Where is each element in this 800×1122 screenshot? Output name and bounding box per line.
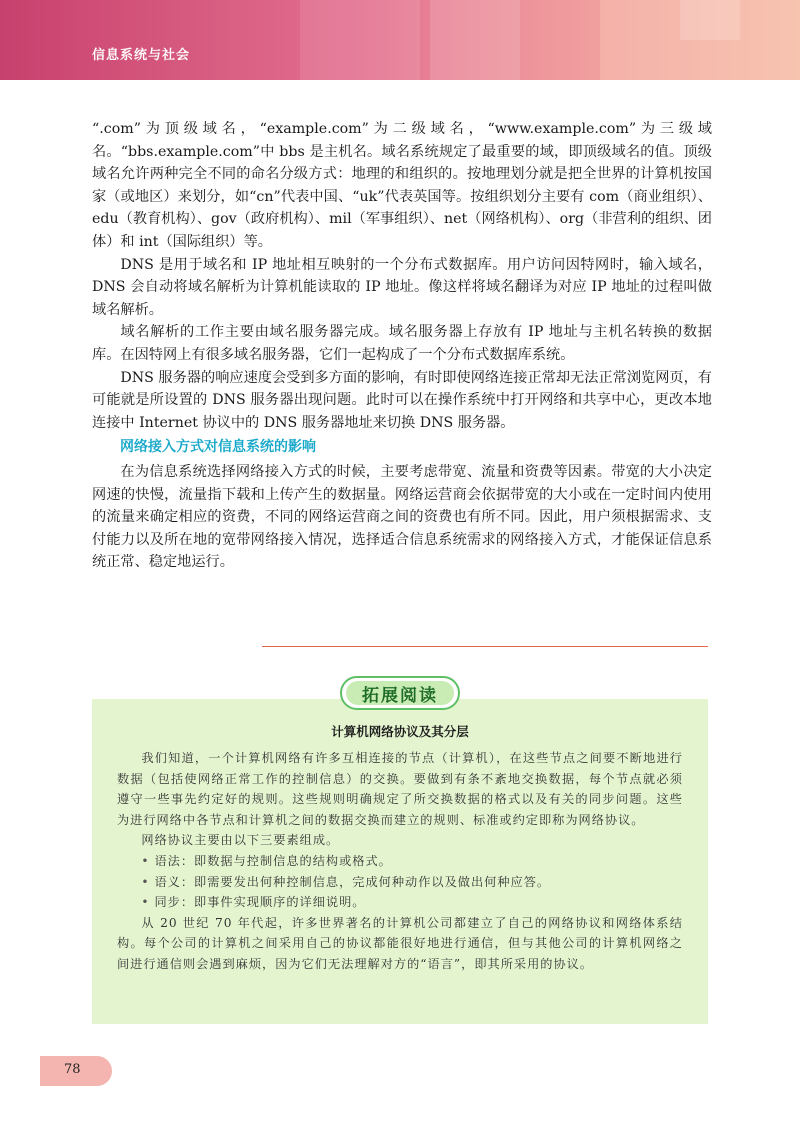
- reading-bullet-list: [117, 851, 683, 913]
- extended-reading-badge: [340, 676, 460, 710]
- bullet-text: 语义：即需要发出何种控制信息，完成何种动作以及做出何种应答。: [154, 874, 551, 889]
- body-paragraph: DNS 是用于域名和 IP 地址相互映射的一个分布式数据库。用户访问因特网时，输入域名，DNS 会自动将域名解析为计算机能读取的 IP 地址。像这样将域名翻译为对应 IP 地址的过程叫做域名解析。: [92, 256, 712, 318]
- bullet-text: 同步：即事件实现顺序的详细说明。: [154, 895, 366, 910]
- list-item: [117, 851, 683, 872]
- reading-paragraph: 我们知道，一个计算机网络有许多互相连接的节点（计算机），在这些节点之间要不断地进行数据（包括使网络正常工作的控制信息）的交换。要做到有条不紊地交换数据，每个节点就必须遵守一些事先约定好的规则。这些规则明确规定了所交换数据的格式以及有关的同步问题。这些为进行网络中各节点和计算机之间的数据交换而建立的规则、标准或约定即称为网络协议。: [117, 751, 683, 827]
- list-item: [117, 872, 683, 893]
- body-paragraph: DNS 服务器的响应速度会受到多方面的影响，有时即使网络连接正常却无法正常浏览网页，有可能就是所设置的 DNS 服务器出现问题。此时可以在操作系统中打开网络和共享中心，更改本地连接中 Internet 协议中的 DNS 服务器地址来切换 DNS 服务器。: [92, 369, 712, 431]
- page-header-band: [0, 0, 800, 80]
- running-header-title: 信息系统与社会: [92, 48, 191, 63]
- main-body-text: [92, 118, 712, 574]
- section-divider: [262, 646, 708, 647]
- reading-title: 计算机网络协议及其分层: [331, 724, 469, 739]
- bullet-icon: •: [141, 895, 155, 910]
- header-decor-block: [300, 0, 420, 80]
- reading-text: [117, 748, 683, 975]
- reading-paragraph: 从 20 世纪 70 年代起，许多世界著名的计算机公司都建立了自己的网络协议和网络体系结构。每个公司的计算机之间采用自己的协议都能很好地进行通信，但与其他公司的计算机网络之间进行通信则会遇到麻烦，因为它们无法理解对方的“语言”，即其所采用的协议。: [117, 915, 683, 971]
- badge-label: 拓展阅读: [346, 681, 454, 705]
- reading-paragraph: 网络协议主要由以下三要素组成。: [141, 833, 340, 848]
- page-number: 78: [64, 1062, 81, 1077]
- section-paragraph: 在为信息系统选择网络接入方式的时候，主要考虑带宽、流量和资费等因素。带宽的大小决定网速的快慢，流量指下载和上传产生的数据量。网络运营商会依据带宽的大小或在一定时间内使用的流量来确定相应的资费，不同的网络运营商之间的资费也有所不同。因此，用户须根据需求、支付能力以及所在地的宽带网络接入情况，选择适合信息系统需求的网络接入方式，才能保证信息系统正常、稳定地运行。: [92, 463, 712, 571]
- body-paragraph: 域名解析的工作主要由域名服务器完成。域名服务器上存放有 IP 地址与主机名转换的数据库。在因特网上有很多域名服务器，它们一起构成了一个分布式数据库系统。: [92, 324, 712, 363]
- bullet-text: 语法：即数据与控制信息的结构或格式。: [154, 853, 392, 868]
- header-decor-block: [430, 0, 520, 80]
- body-paragraph: “.com”为顶级域名，“example.com”为二级域名，“www.example.com”为三级域名。“bbs.example.com”中 bbs 是主机名。域名系统规定了最重要的域，即顶级域名的值。顶级域名允许两种完全不同的命名分级方式：地理的和组织的。按地理划分就是把全世界的计算机按国家（或地区）来划分，如“cn”代表中国、“uk”代表英国等。按组织划分主要有 com（商业组织）、edu（教育机构）、gov（政府机构）、mil（军事组织）、net（网络机构）、org（非营利的组织、团体）和 int（国际组织）等。: [92, 121, 712, 250]
- bullet-icon: •: [141, 874, 155, 889]
- list-item: [117, 892, 683, 913]
- header-decor-block: [680, 0, 740, 40]
- section-heading: 网络接入方式对信息系统的影响: [120, 439, 316, 456]
- bullet-icon: •: [141, 853, 155, 868]
